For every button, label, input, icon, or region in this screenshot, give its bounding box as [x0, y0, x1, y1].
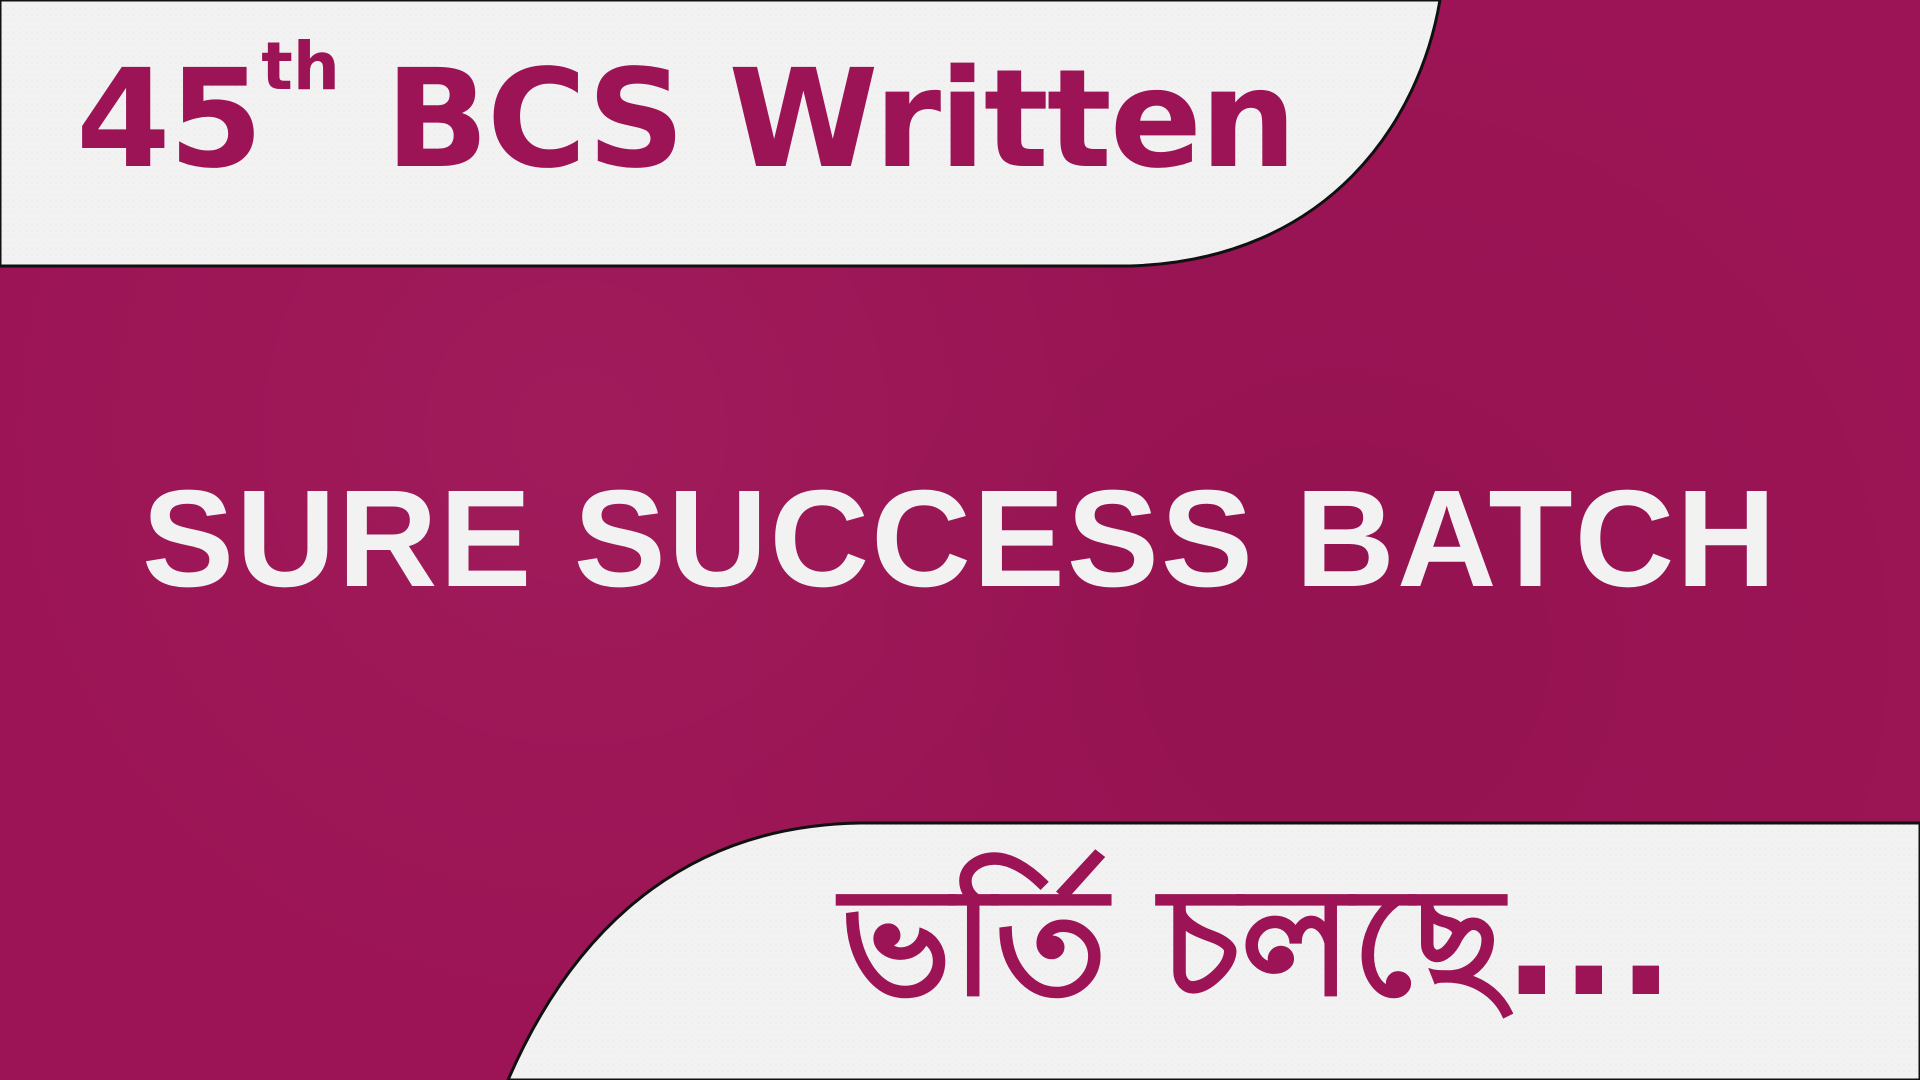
exam-number-suffix: th [261, 28, 340, 105]
exam-title [76, 28, 1295, 199]
exam-number: 45 [76, 41, 262, 199]
batch-title: SURE SUCCESS BATCH [142, 462, 1778, 616]
exam-name: BCS Written [385, 41, 1295, 199]
admission-ongoing-text: ভর্তি চলছে... [840, 856, 1675, 1030]
